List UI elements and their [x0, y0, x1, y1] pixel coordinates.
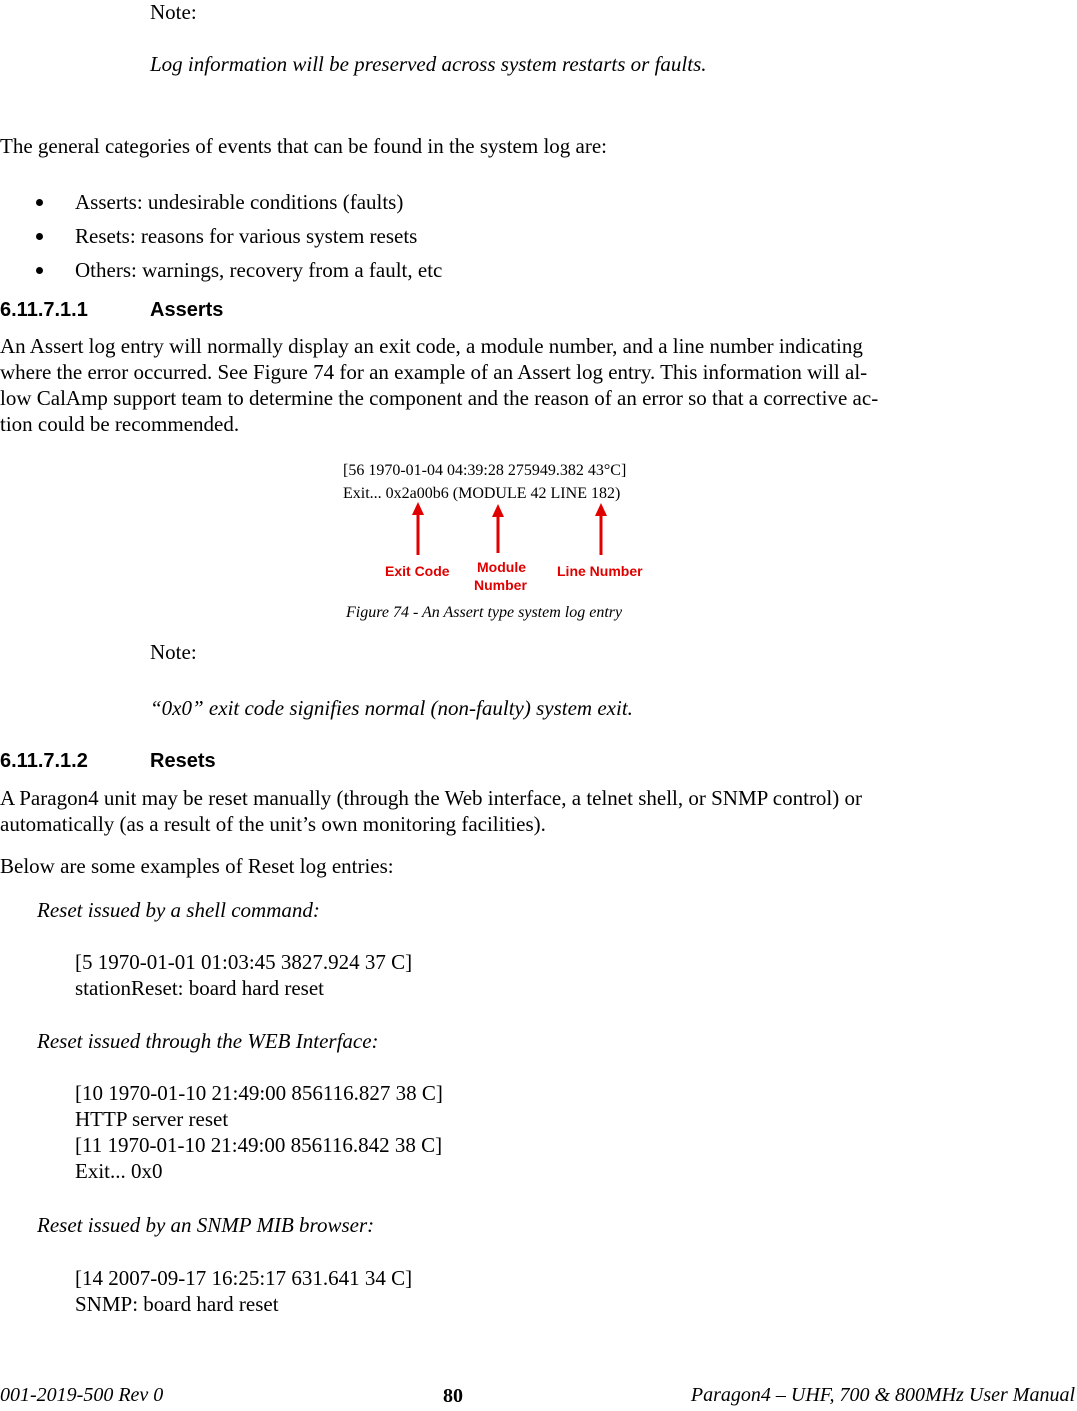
- label-exit-code: Exit Code: [385, 563, 450, 579]
- bullet-item: Resets: reasons for various system resets: [75, 224, 418, 248]
- asserts-line-3: low CalAmp support team to determine the component and the reason of an error so that a corrective ac-: [0, 386, 879, 410]
- footer-doc-number: 001-2019-500 Rev 0: [0, 1384, 164, 1406]
- label-line-number: Line Number: [557, 563, 643, 579]
- bullet-icon: [36, 199, 43, 206]
- asserts-line-1: An Assert log entry will normally display an exit code, a module number, and a line number indicating: [0, 334, 863, 358]
- footer-manual-title: Paragon4 – UHF, 700 & 800MHz User Manual: [690, 1384, 1075, 1406]
- section-number-resets: 6.11.7.1.2: [0, 750, 88, 772]
- example-log-line: [10 1970-01-10 21:49:00 856116.827 38 C]: [75, 1081, 443, 1105]
- example-log-line: [5 1970-01-01 01:03:45 3827.924 37 C]: [75, 950, 413, 974]
- note-text: Log information will be preserved across system restarts or faults.: [150, 52, 707, 76]
- bullet-item: Asserts: undesirable conditions (faults): [75, 190, 404, 214]
- arrow-exit-code: [412, 502, 424, 555]
- assert-figure: [330, 455, 690, 600]
- example-log-line: [11 1970-01-10 21:49:00 856116.842 38 C]: [75, 1133, 443, 1157]
- label-number: Number: [474, 577, 527, 593]
- example-log-line: SNMP: board hard reset: [75, 1292, 279, 1316]
- asserts-line-4: tion could be recommended.: [0, 412, 240, 436]
- example-heading: Reset issued through the WEB Interface:: [37, 1029, 379, 1053]
- label-module: Module: [477, 559, 526, 575]
- example-heading: Reset issued by an SNMP MIB browser:: [37, 1213, 375, 1237]
- bullet-icon: [36, 267, 43, 274]
- arrow-line-number: [595, 503, 607, 555]
- section-number-asserts: 6.11.7.1.1: [0, 299, 88, 321]
- bullet-item: Others: warnings, recovery from a fault, etc: [75, 258, 443, 282]
- figure-log-line-2: Exit... 0x2a00b6 (MODULE 42 LINE 182): [343, 485, 621, 502]
- intro-paragraph: The general categories of events that can be found in the system log are:: [0, 134, 608, 158]
- section-title-resets: Resets: [150, 750, 216, 772]
- footer-page-number: 80: [443, 1385, 463, 1407]
- figure-log-line-1: [56 1970-01-04 04:39:28 275949.382 43°C]: [343, 462, 627, 479]
- example-heading: Reset issued by a shell command:: [37, 898, 320, 922]
- resets-examples-intro: Below are some examples of Reset log entries:: [0, 854, 394, 878]
- section-title-asserts: Asserts: [150, 299, 224, 321]
- resets-line-1: A Paragon4 unit may be reset manually (through the Web interface, a telnet shell, or SNMP control) or: [0, 786, 863, 810]
- example-log-line: [14 2007-09-17 16:25:17 631.641 34 C]: [75, 1266, 413, 1290]
- example-log-line: Exit... 0x0: [75, 1159, 163, 1183]
- example-log-line: stationReset: board hard reset: [75, 976, 325, 1000]
- bullet-icon: [36, 233, 43, 240]
- figure-caption: Figure 74 - An Assert type system log entry: [346, 604, 623, 621]
- arrow-module-number: [492, 504, 504, 553]
- note-label: Note:: [150, 0, 197, 24]
- note-label: Note:: [150, 640, 197, 664]
- note-text: “0x0” exit code signifies normal (non-faulty) system exit.: [150, 696, 633, 720]
- example-log-line: HTTP server reset: [75, 1107, 229, 1131]
- asserts-line-2: where the error occurred. See Figure 74 for an example of an Assert log entry. This information will al-: [0, 360, 868, 384]
- resets-line-2: automatically (as a result of the unit’s own monitoring facilities).: [0, 812, 546, 836]
